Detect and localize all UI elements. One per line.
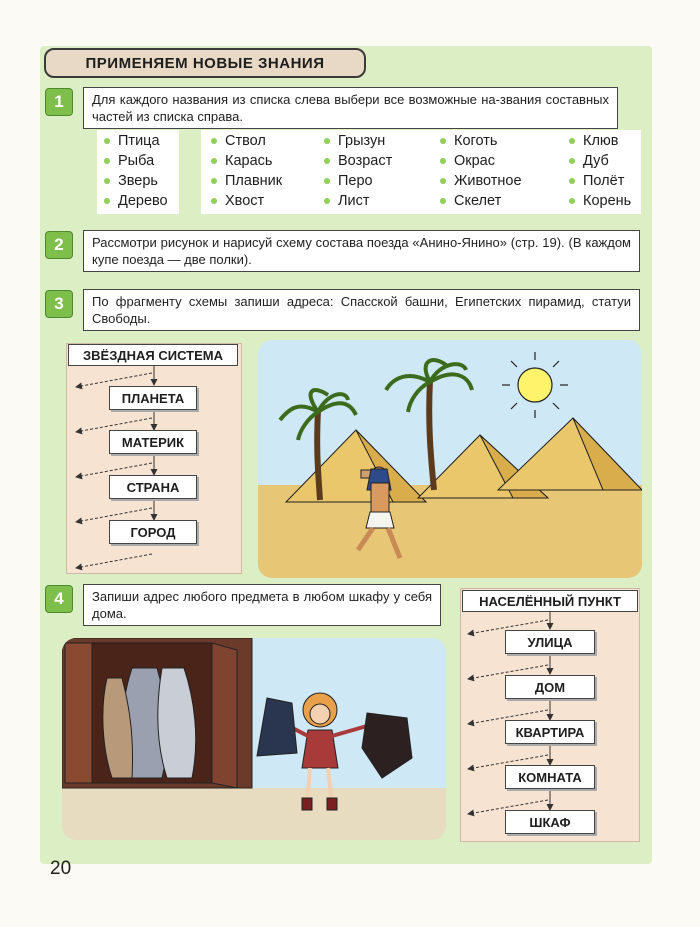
list-item: Полёт xyxy=(567,171,631,191)
egypt-illustration xyxy=(258,340,642,578)
scheme-box-continent: МАТЕРИК xyxy=(109,430,197,454)
task-3-text: По фрагменту схемы запиши адреса: Спасской башни, Египетских пирамид, статуи Свободы. xyxy=(83,289,640,331)
wardrobe-illustration xyxy=(62,638,446,840)
scheme-box-city: ГОРОД xyxy=(109,520,197,544)
list-item: Коготь xyxy=(438,131,522,151)
list-item: Дуб xyxy=(567,151,631,171)
scheme-box-house: ДОМ xyxy=(505,675,595,699)
left-word-list xyxy=(102,131,168,211)
list-item: Хвост xyxy=(209,191,282,211)
scheme-settlement-title: НАСЕЛЁННЫЙ ПУНКТ xyxy=(462,590,638,612)
list-item: Скелет xyxy=(438,191,522,211)
list-item: Ствол xyxy=(209,131,282,151)
scheme-settlement-arrows xyxy=(460,588,640,842)
right-word-list-col-3 xyxy=(438,131,522,211)
task-4-text: Запиши адрес любого предмета в любом шкафу у себя дома. xyxy=(83,584,441,626)
list-item: Грызун xyxy=(322,131,392,151)
scheme-box-apartment: КВАРТИРА xyxy=(505,720,595,744)
scheme-box-planet: ПЛАНЕТА xyxy=(109,386,197,410)
list-item: Окрас xyxy=(438,151,522,171)
list-item: Животное xyxy=(438,171,522,191)
scheme-box-country: СТРАНА xyxy=(109,475,197,499)
list-item: Лист xyxy=(322,191,392,211)
list-item: Зверь xyxy=(102,171,168,191)
task-2-text: Рассмотри рисунок и нарисуй схему состава поезда «Анино-Янино» (стр. 19). (В каждом купе поезда — две полки). xyxy=(83,230,640,272)
right-word-list-col-1 xyxy=(209,131,282,211)
list-item: Перо xyxy=(322,171,392,191)
task-4-number: 4 xyxy=(45,585,73,613)
scheme-box-wardrobe: ШКАФ xyxy=(505,810,595,834)
task-1-text: Для каждого названия из списка слева выбери все возможные на-звания составных частей из списка справа. xyxy=(83,87,618,129)
list-item: Дерево xyxy=(102,191,168,211)
section-header: ПРИМЕНЯЕМ НОВЫЕ ЗНАНИЯ xyxy=(44,48,366,78)
task-3-number: 3 xyxy=(45,290,73,318)
list-item: Рыба xyxy=(102,151,168,171)
task-2-number: 2 xyxy=(45,231,73,259)
list-item: Карась xyxy=(209,151,282,171)
task-1-number: 1 xyxy=(45,88,73,116)
sun-icon xyxy=(502,352,568,418)
list-item: Птица xyxy=(102,131,168,151)
list-item: Клюв xyxy=(567,131,631,151)
pyramids xyxy=(286,418,642,502)
list-item: Корень xyxy=(567,191,631,211)
scheme-box-street: УЛИЦА xyxy=(505,630,595,654)
right-word-list-col-2 xyxy=(322,131,392,211)
list-item: Возраст xyxy=(322,151,392,171)
scheme-star-system-title: ЗВЁЗДНАЯ СИСТЕМА xyxy=(68,344,238,366)
list-item: Плавник xyxy=(209,171,282,191)
wardrobe xyxy=(62,638,252,788)
scheme-box-room: КОМНАТА xyxy=(505,765,595,789)
page-number: 20 xyxy=(50,858,72,879)
right-word-list-col-4 xyxy=(567,131,631,211)
